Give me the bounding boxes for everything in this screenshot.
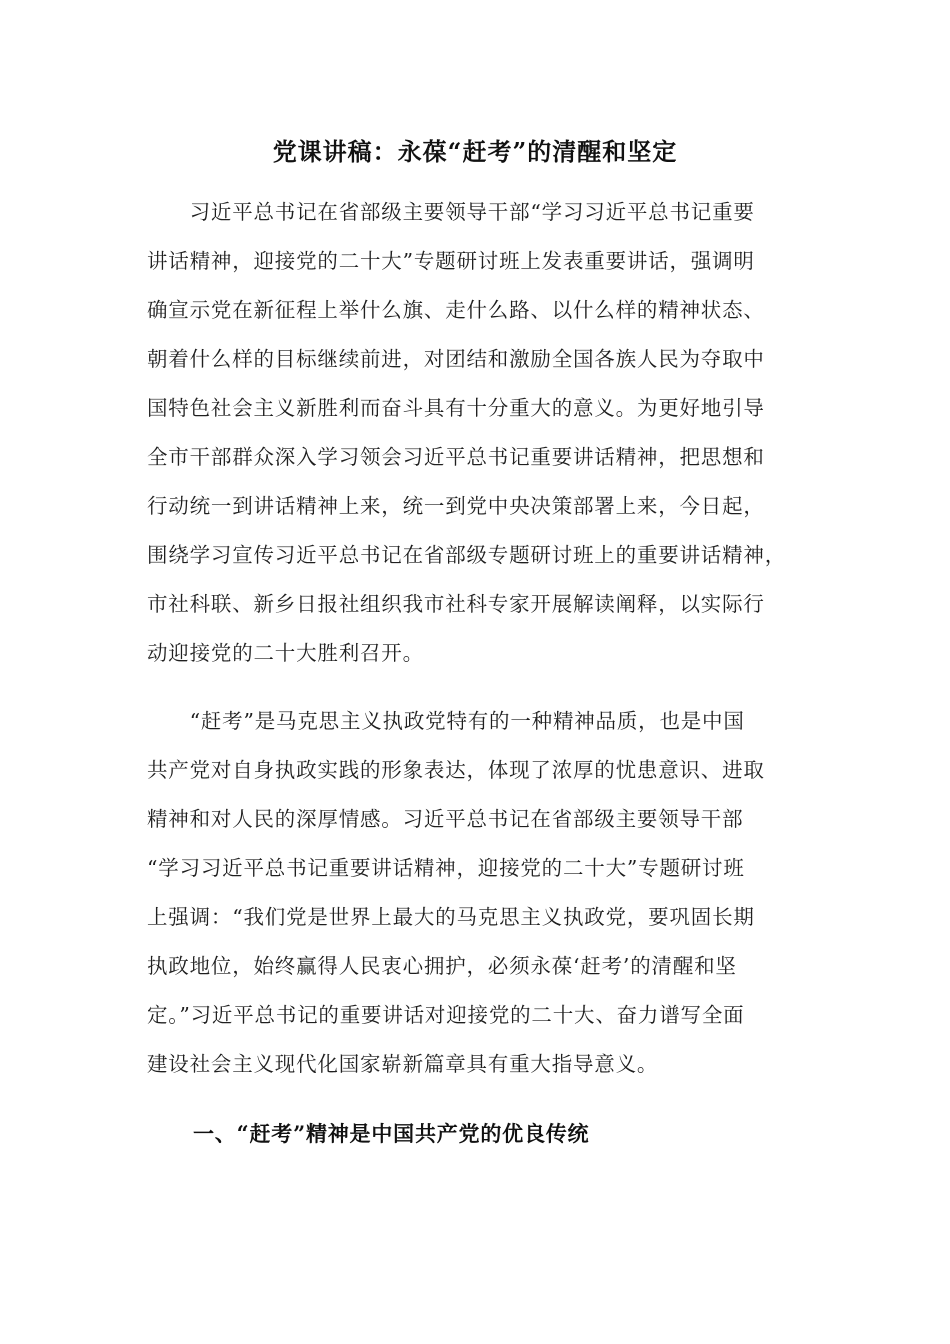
paragraph-line: “学习习近平总书记重要讲话精神，迎接党的二十大”专题研讨班: [147, 856, 745, 880]
paragraph-line: 围绕学习宣传习近平总书记在省部级专题研讨班上的重要讲话精神，: [147, 543, 786, 567]
paragraph-line: 执政地位，始终赢得人民衷心拥护，必须永葆‘赶考’的清醒和坚: [147, 954, 737, 978]
section-heading: 一、“赶考”精神是中国共产党的优良传统: [193, 1121, 590, 1146]
paragraph-line: 确宣示党在新征程上举什么旗、走什么路、以什么样的精神状态、: [147, 298, 765, 322]
paragraph-2: [147, 697, 805, 1089]
paragraph-line: 精神和对人民的深厚情感。习近平总书记在省部级主要领导干部: [147, 807, 744, 831]
paragraph-line: 动迎接党的二十大胜利召开。: [147, 641, 424, 665]
document-title: 党课讲稿：永葆“赶考”的清醒和坚定: [272, 137, 678, 166]
paragraph-line: 全市干部群众深入学习领会习近平总书记重要讲话精神，把思想和: [147, 445, 765, 469]
paragraph-line: “赶考”是马克思主义执政党特有的一种精神品质，也是中国: [147, 709, 745, 733]
paragraph-line: 讲话精神，迎接党的二十大”专题研讨班上发表重要讲话，强调明: [147, 249, 755, 273]
paragraph-1: [147, 188, 805, 678]
paragraph-line: 行动统一到讲话精神上来，统一到党中央决策部署上来，今日起，: [147, 494, 765, 518]
paragraph-line: 共产党对自身执政实践的形象表达，体现了浓厚的忧患意识、进取: [147, 758, 765, 782]
paragraph-line: 习近平总书记在省部级主要领导干部“学习习近平总书记重要: [147, 200, 755, 224]
paragraph-line: 国特色社会主义新胜利而奋斗具有十分重大的意义。为更好地引导: [147, 396, 765, 420]
paragraph-line: 朝着什么样的目标继续前进，对团结和激励全国各族人民为夺取中: [147, 347, 765, 371]
paragraph-line: 市社科联、新乡日报社组织我市社科专家开展解读阐释，以实际行: [147, 592, 765, 616]
paragraph-line: 建设社会主义现代化国家崭新篇章具有重大指导意义。: [147, 1052, 659, 1076]
paragraph-line: 定。”习近平总书记的重要讲话对迎接党的二十大、奋力谱写全面: [147, 1003, 745, 1027]
paragraph-line: 上强调：“我们党是世界上最大的马克思主义执政党，要巩固长期: [147, 905, 755, 929]
